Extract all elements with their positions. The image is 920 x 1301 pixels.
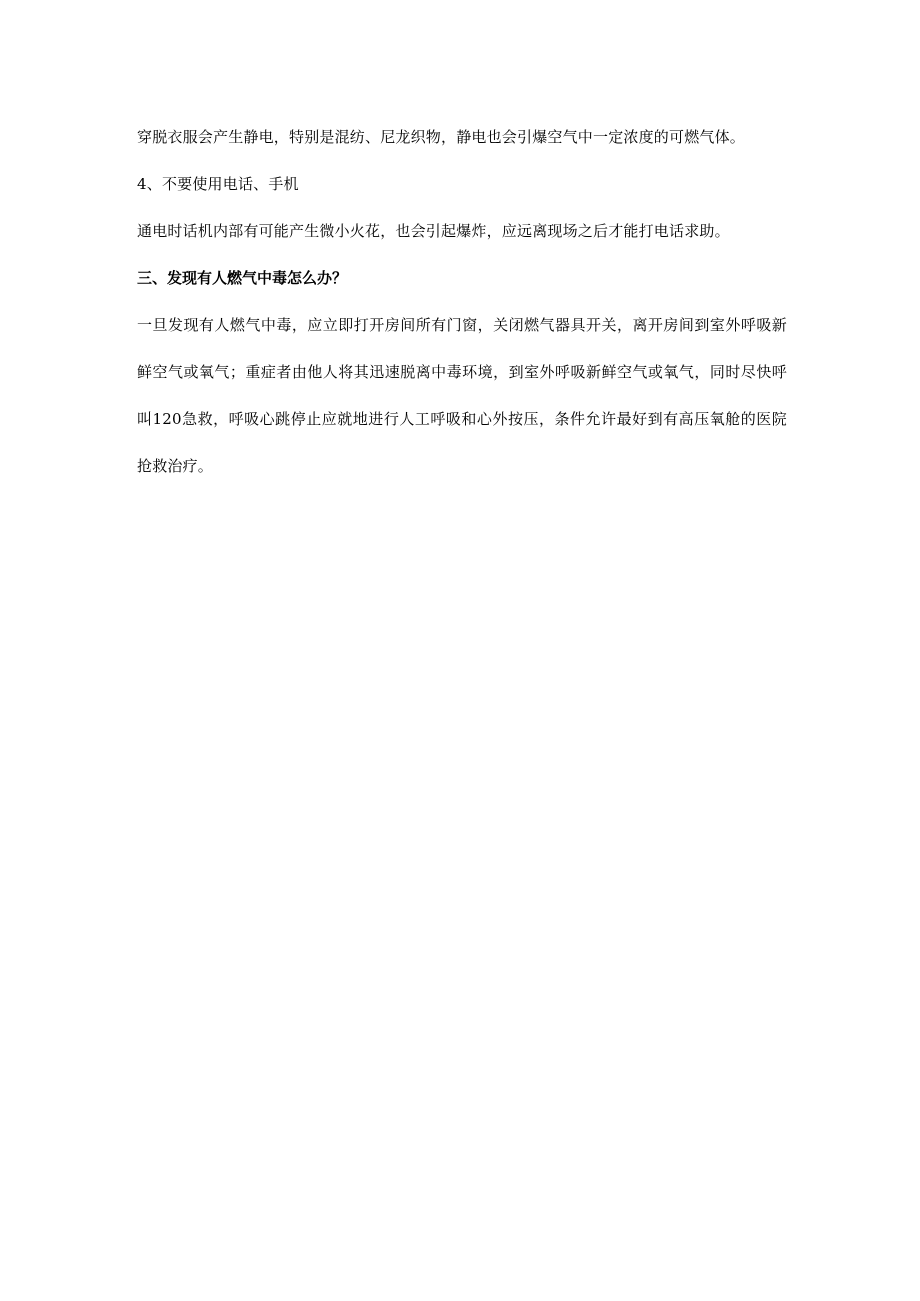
paragraph-static-electricity: 穿脱衣服会产生静电，特别是混纺、尼龙织物，静电也会引爆空气中一定浓度的可燃气体。 (137, 128, 746, 146)
subheading-no-phone: 4、不要使用电话、手机 (137, 175, 299, 193)
paragraph-gas-poisoning-response: 一旦发现有人燃气中毒，应立即打开房间所有门窗，关闭燃气器具开关，离开房间到室外呼吸新鲜空气或氧气；重症者由他人将其迅速脱离中毒环境，到室外呼吸新鲜空气或氧气，同时尽快呼叫120急救，呼吸心跳停止应就地进行人工呼吸和心外按压，条件允许最好到有高压氧舱的医院抢救治疗。 (137, 316, 787, 475)
paragraph-phone-spark: 通电时话机内部有可能产生微小火花，也会引起爆炸，应远离现场之后才能打电话求助。 (137, 222, 730, 240)
section-heading-gas-poisoning: 三、发现有人燃气中毒怎么办？ (137, 269, 348, 287)
document-body (137, 114, 787, 490)
